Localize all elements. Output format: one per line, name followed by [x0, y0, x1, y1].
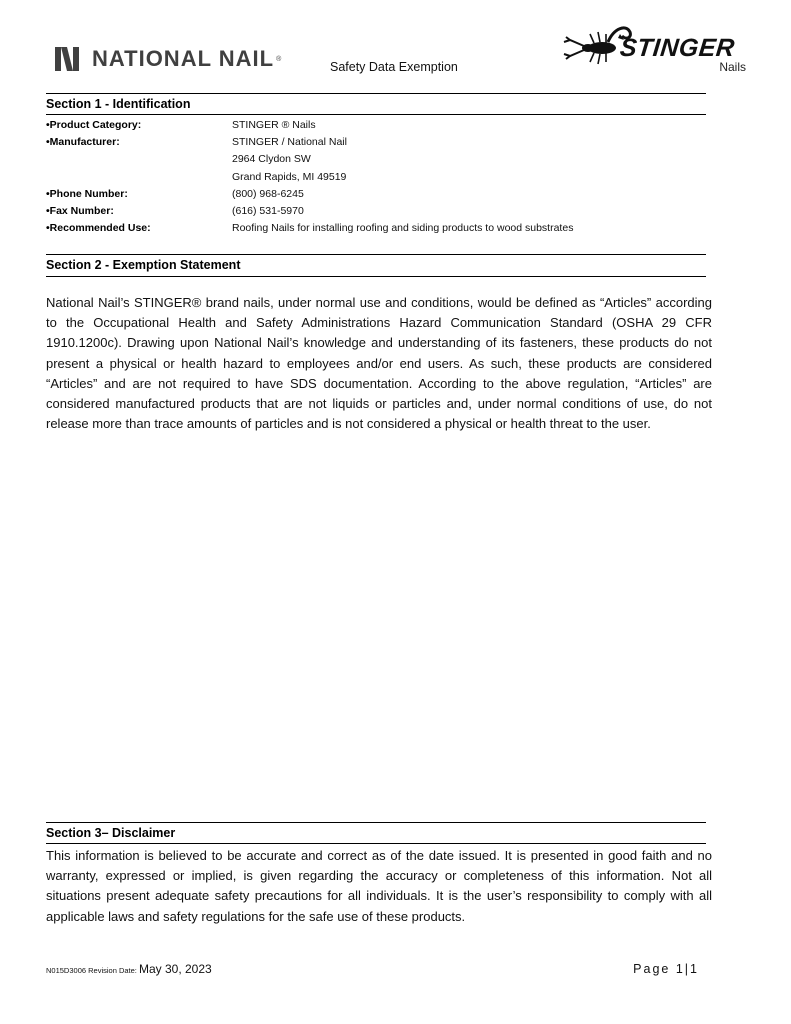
- page-number: Page 1|1: [633, 962, 699, 976]
- section-1-top-rule: [46, 93, 706, 94]
- id-value: Roofing Nails for installing roofing and siding products to wood substrates: [232, 222, 574, 235]
- section-1-heading: Section 1 - Identification: [46, 97, 191, 111]
- stinger-logo-subtext: Nails: [719, 60, 746, 74]
- stinger-logo-text: STINGER: [618, 34, 737, 62]
- id-row-fax-number: [46, 203, 706, 220]
- disclaimer-text: This information is believed to be accurate and correct as of the date issued. It is presented in good faith and no warranty, expressed or implied, is given regarding the accuracy or completeness of this information. Not all situations present adequate safety precautions for all individuals. It is the user’s responsibility to comply with all applicable laws and safety regulations for the safe use of these products.: [46, 848, 712, 924]
- section-3-top-rule: [46, 822, 706, 823]
- id-key: •Recommended Use:: [46, 222, 151, 235]
- document-title: Safety Data Exemption: [330, 60, 458, 74]
- revision-date: May 30, 2023: [138, 962, 212, 976]
- id-value: Grand Rapids, MI 49519: [232, 170, 347, 183]
- section-2-heading: Section 2 - Exemption Statement: [46, 258, 241, 272]
- national-nail-mark-icon: [54, 46, 80, 72]
- section-2-top-rule: [46, 254, 706, 255]
- id-value: STINGER ® Nails: [232, 119, 316, 131]
- id-row-address-line-2: [46, 169, 706, 186]
- section-3-bottom-rule: [46, 843, 706, 844]
- id-value: (616) 531-5970: [232, 204, 304, 217]
- stinger-logo: [562, 20, 752, 80]
- id-key: •Product Category:: [46, 119, 142, 131]
- id-row-product-category: [46, 117, 706, 134]
- id-value: (800) 968-6245: [232, 187, 304, 200]
- id-key: •Phone Number:: [46, 187, 128, 200]
- revision-label: N015D3006 Revision Date:: [46, 966, 137, 975]
- identification-table: [46, 117, 706, 237]
- national-nail-logo: [54, 44, 281, 74]
- id-row-manufacturer: [46, 134, 706, 151]
- id-value: 2964 Clydon SW: [232, 153, 311, 166]
- revision-info: [46, 962, 212, 976]
- id-value: STINGER / National Nail: [232, 136, 347, 149]
- id-row-phone-number: [46, 186, 706, 203]
- id-row-address-line-1: [46, 151, 706, 168]
- exemption-statement-text: National Nail’s STINGER® brand nails, under normal use and conditions, would be defined as “Articles” according to the Occupational Health and Safety Administrations Hazard Communication Standard (OSHA 29 CFR 1910.1200c). Drawing upon National Nail’s knowledge and understanding of its fasteners, these products do not present a physical or health hazard to employees and/or end users. As such, these products are considered “Articles” and are not required to have SDS documentation. According to the above regulation, “Articles” are considered manufactured products that are not liquids or particles and, under normal conditions of use, do not release more than trace amounts of particles and is not considered a physical or health threat to the user.: [46, 295, 712, 432]
- section-3-heading: Section 3– Disclaimer: [46, 826, 176, 840]
- section-2-bottom-rule: [46, 276, 706, 277]
- id-key: •Fax Number:: [46, 204, 114, 217]
- id-row-recommended-use: [46, 220, 706, 237]
- id-key: [46, 169, 232, 186]
- section-1-bottom-rule: [46, 114, 706, 115]
- national-nail-logo-text: NATIONAL NAIL: [92, 46, 275, 71]
- id-key: [46, 151, 232, 168]
- id-key: •Manufacturer:: [46, 136, 120, 149]
- trademark-mark: ®: [276, 55, 282, 63]
